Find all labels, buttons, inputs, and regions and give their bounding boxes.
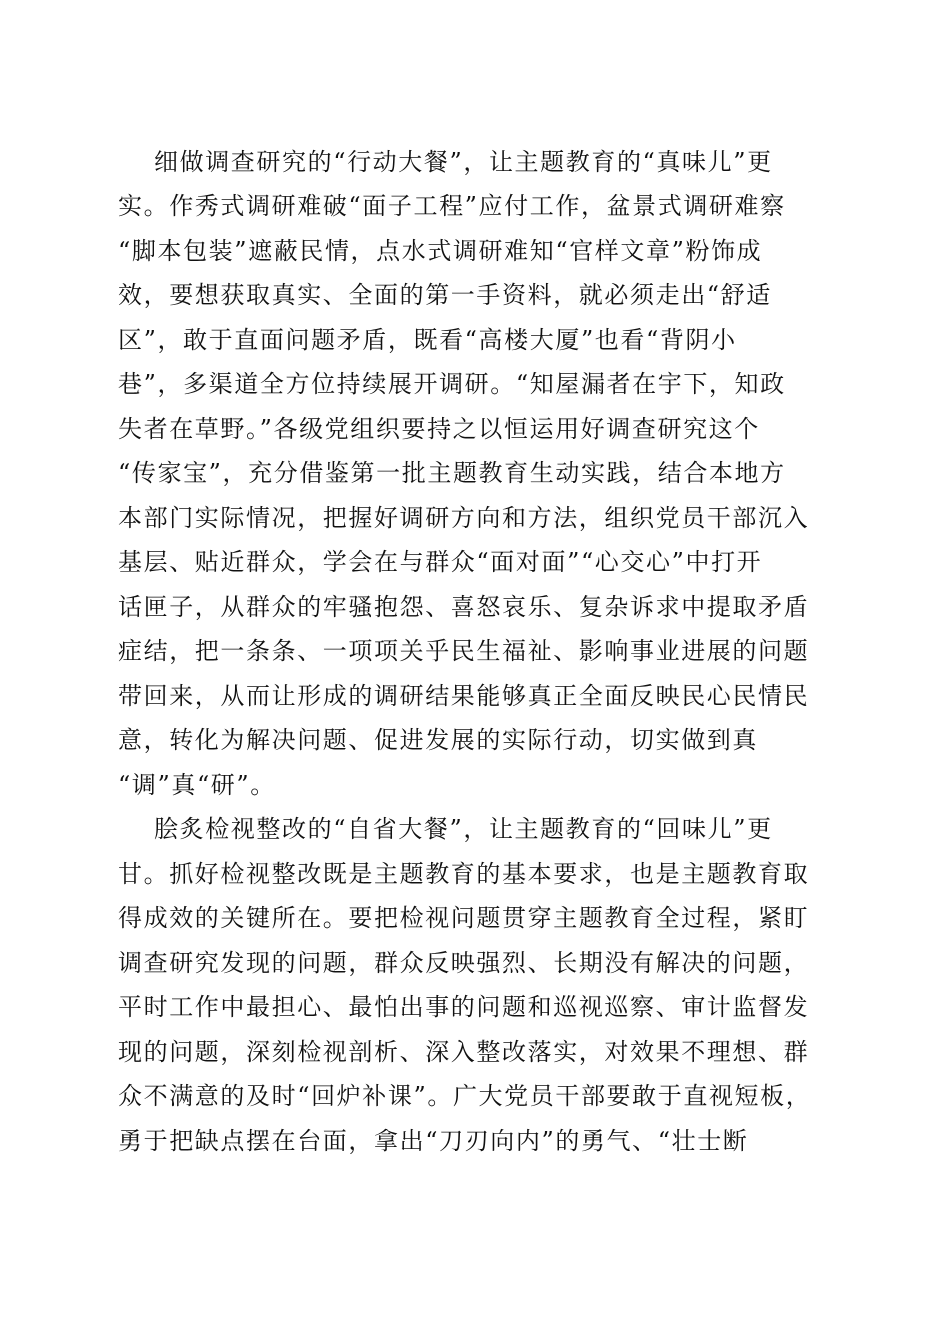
- paragraph-2-line-3: 得成效的关键所在。要把检视问题贯穿主题教育全过程，紧盯: [118, 904, 810, 932]
- paragraph-2-line-2: 甘。抓好检视整改既是主题教育的基本要求，也是主题教育取: [118, 860, 810, 888]
- paragraph-2-line-4: 调查研究发现的问题，群众反映强烈、长期没有解决的问题，: [118, 949, 810, 977]
- paragraph-2-line-1: 脍炙检视整改的“自省大餐”，让主题教育的“回味儿”更: [154, 815, 773, 843]
- paragraph-1-line-11: 话匣子，从群众的牢骚抱怨、喜怒哀乐、复杂诉求中提取矛盾: [118, 593, 810, 621]
- paragraph-1-line-6: 巷”，多渠道全方位持续展开调研。“知屋漏者在宇下，知政: [118, 370, 786, 398]
- paragraph-1-line-9: 本部门实际情况，把握好调研方向和方法，组织党员干部沉入: [118, 504, 810, 532]
- paragraph-1-line-10: 基层、贴近群众，学会在与群众“面对面”“心交心”中打开: [118, 548, 763, 576]
- paragraph-1-line-5: 区”，敢于直面问题矛盾，既看“高楼大厦”也看“背阴小: [118, 326, 737, 354]
- paragraph-1-line-8: “传家宝”，充分借鉴第一批主题教育生动实践，结合本地方: [118, 459, 786, 487]
- paragraph-1-line-4: 效，要想获取真实、全面的第一手资料，就必须走出“舒适: [118, 281, 772, 309]
- paragraph-1-line-7: 失者在草野。”各级党组织要持之以恒运用好调查研究这个: [118, 415, 760, 443]
- paragraph-1-line-13: 带回来，从而让形成的调研结果能够真正全面反映民心民情民: [118, 682, 810, 710]
- paragraph-1-line-2: 实。作秀式调研难破“面子工程”应付工作，盆景式调研难察: [118, 192, 786, 220]
- paragraph-2-line-8: 勇于把缺点摆在台面，拿出“刀刃向内”的勇气、“壮士断: [118, 1127, 749, 1155]
- paragraph-2-line-7: 众不满意的及时“回炉补课”。广大党员干部要敢于直视短板，: [118, 1082, 812, 1110]
- paragraph-1-line-12: 症结，把一条条、一项项关乎民生福祉、影响事业进展的问题: [118, 637, 810, 665]
- paragraph-1-line-15: “调”真“研”。: [118, 771, 276, 799]
- paragraph-2-line-6: 现的问题，深刻检视剖析、深入整改落实，对效果不理想、群: [118, 1038, 810, 1066]
- paragraph-1-line-1: 细做调查研究的“行动大餐”，让主题教育的“真味儿”更: [154, 148, 773, 176]
- paragraph-1-line-14: 意，转化为解决问题、促进发展的实际行动，切实做到真: [118, 726, 758, 754]
- paragraph-2-line-5: 平时工作中最担心、最怕出事的问题和巡视巡察、审计监督发: [118, 993, 810, 1021]
- paragraph-1-line-3: “脚本包装”遮蔽民情，点水式调研难知“官样文章”粉饰成: [118, 237, 763, 265]
